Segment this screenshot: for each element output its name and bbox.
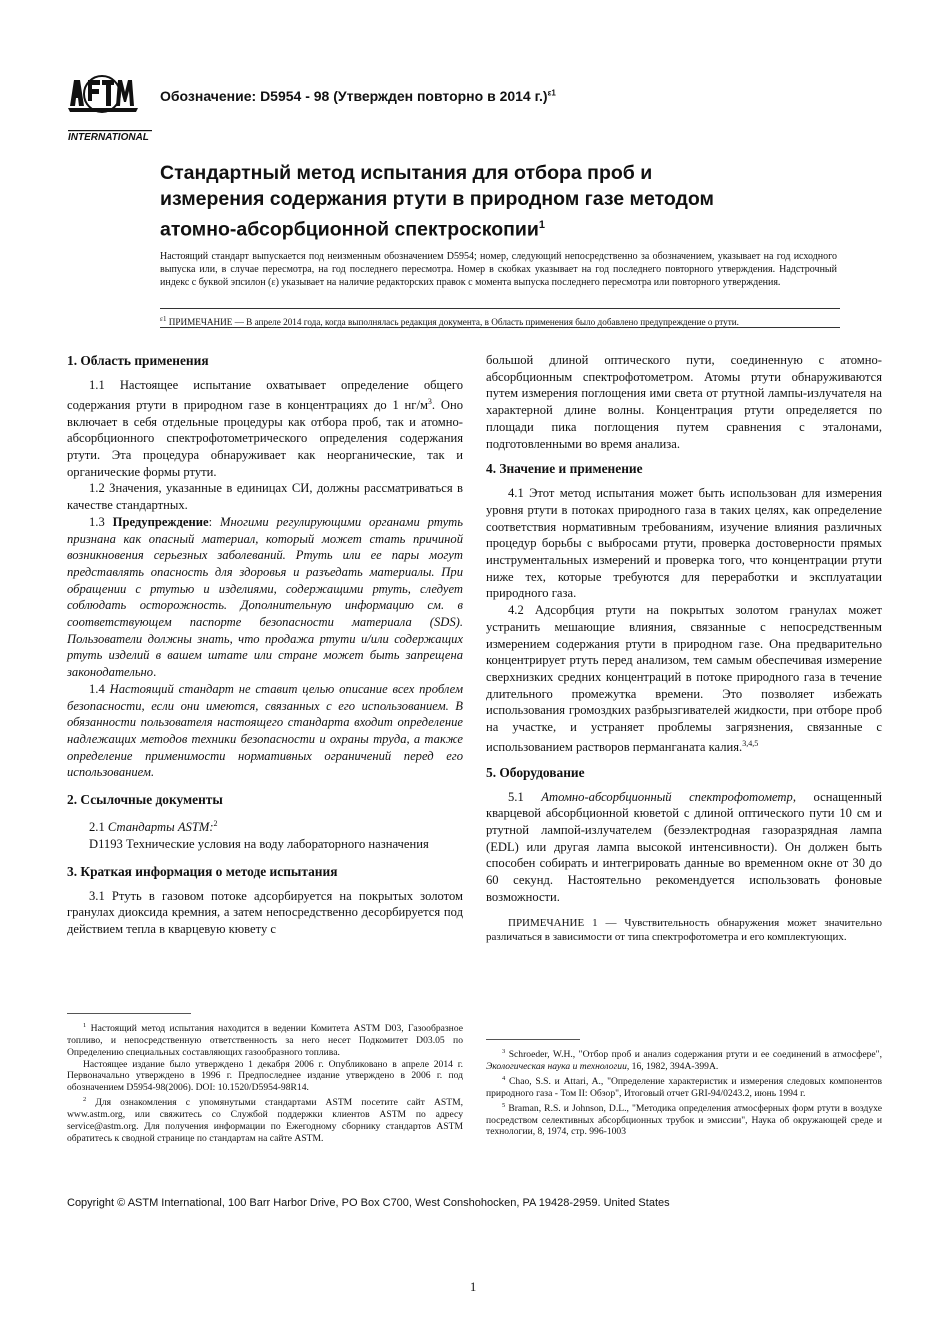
para-1-4-num: 1.4 (89, 681, 110, 696)
footnote-3-b: , 16, 1982, 394A-399A. (626, 1060, 719, 1072)
para-5-1 (486, 789, 882, 906)
designation-sup: ε1 (547, 88, 556, 98)
title-line-2: измерения содержания ртути в природном газе методом (160, 188, 714, 210)
para-3-1-b: большой длиной оптического пути, соединенную с атомно-абсорбционным спектрофотометром. Атомы ртути обнаруживаются путем измерения поглощения ими света от ртутной лампы-излучателя на характерной длине волны. Концентрация ртути определяется по площади пика поглощения путем сравнения с эталонами, подготовленными во время анализа. (486, 353, 882, 451)
para-1-3-num: 1.3 (89, 514, 113, 529)
title-sup: 1 (538, 219, 545, 231)
footnote-4-text: Chao, S.S. и Attari, A., "Определение характеристик и измерения следовых компонентов природного газа - Том II: Обзор", Итоговый отчет GRI-94/0243.2, июнь 1994 г. (486, 1075, 882, 1099)
footnotes-right (486, 1046, 882, 1138)
right-column (486, 352, 882, 944)
footnotes-left (67, 1020, 463, 1144)
section-4-heading: 4. Значение и применение (486, 461, 643, 477)
left-column (67, 352, 463, 938)
para-5-1-italic: Атомно-абсорбционный спектрофотометр (541, 789, 793, 804)
para-1-3-colon: : (208, 514, 221, 529)
document-title (160, 160, 880, 243)
para-4-1: 4.1 Этот метод испытания может быть использован для измерения уровня ртути в потоках природного газа в таких целях, как определение соответствия нормативным требованиям, изучение влияния различных процедур борьбы с выбросами ртути, проверка достоверности прямых инструментальных измерений и проверка того, что концентрации ртути ниже тех, которые требуются для переработки и эксплуатации природного газа. (486, 486, 882, 601)
para-4-2 (486, 602, 882, 756)
designation-text: Обозначение: D5954 - 98 (Утвержден повторно в 2014 г.) (160, 88, 548, 104)
divider-top (160, 308, 840, 309)
section-3-heading: 3. Краткая информация о методе испытания (67, 863, 338, 879)
footnote-1-text: Настоящий метод испытания находится в ведении Комитета ASTM D03, Газообразное топливо, и непосредственную ответственность за него несет Подкомитет D03.05 по Определению специальных составляющих газообразного топлива. (67, 1023, 463, 1058)
footnote-rule-right (486, 1039, 580, 1040)
logo-text: INTERNATIONAL (68, 132, 149, 143)
para-1-1-b: . Оно включает в себя отдельные процедуры как отбора проб, так и атомно-абсорбционного спектрофотометрического определения содержания ртути. Эта процедура обнаруживает как неорганические, так и органические формы ртути. (67, 397, 463, 479)
para-1-4-text: Настоящий стандарт не ставит целью описание всех проблем безопасности, если они имеются, связанных с его использованием. В обязанности пользователя настоящего стандарта входит определение надлежащих методов техники безопасности и охраны труда, а также определение применимости нормативных ограничений перед его использованием. (67, 681, 463, 780)
para-4-2-text: 4.2 Адсорбция ртути на покрытых золотом гранулах может устранить мешающие влияния, связанные с непосредственным измерением содержания ртути в природном газе. Она предварительно концентрирует ртуть перед анализом, тем самым обеспечивая измерение сверхнизких средних концентраций в потоке природного газа в течение длительного промежутка времени. Это позволяет избежать использования громоздких разбрызгивателей жидкости, при отборе проб на участке, и устраняет проблемы загрязнения, связанные с использованием растворов перманганата калия. (486, 603, 882, 754)
designation (160, 88, 556, 104)
footnote-2 (67, 1094, 463, 1144)
para-1-3-end: . (153, 665, 157, 680)
para-2-1-sup: 2 (213, 819, 218, 829)
copyright: Copyright © ASTM International, 100 Barr Harbor Drive, PO Box C700, West Conshohocken, PA 19428-2959. United States (67, 1197, 670, 1209)
para-2-1 (67, 816, 463, 836)
page-number: 1 (470, 1280, 477, 1294)
footnote-3 (486, 1046, 882, 1073)
note-sup: ε1 (160, 315, 167, 323)
warning-text: Многими регулирующими органами ртуть признана как опасный материал, который может стать причиной возникновения серьезных заболеваний. Ртуть или ее пары могут представлять опасность для здоровья и разъедать материалы. При обращении с ртутью и изделиями, содержащими ртуть, следует соблюдать осторожность. Дополнительную информацию см. в соответствующем паспорте безопасности материала (SDS). Пользователи должны знать, что продажа ртути и/или содержащих ртуть изделий в вашем штате или стране может быть запрещена законодательно (67, 514, 463, 680)
section-5-heading: 5. Оборудование (486, 764, 585, 780)
para-1-3 (67, 514, 463, 681)
para-5-1-num: 5.1 (508, 789, 542, 804)
footnote-2-sup: 2 (83, 1095, 87, 1103)
para-5-1-rest: , оснащенный кварцевой абсорбционной кюветой с длиной оптического пути 10 см и ртутной лампой-излучателем (безэлектродная газоразрядная лампа (EDL) или другая лампа высокой интенсивности). Он должен быть способен собирать и интегрировать данные во временном окне от 30 до 60 секунд. Настоятельно рекомендуется использовать фоновые возможности. (486, 789, 882, 904)
footnote-5 (486, 1100, 882, 1139)
section-2-heading: 2. Ссылочные документы (67, 792, 223, 808)
para-3-1-a: 3.1 Ртуть в газовом потоке адсорбируется на покрытых золотом гранулах диоксида кремния, а затем непосредственно десорбируется под действием тепла в кварцевую кювету с (67, 888, 463, 937)
footnote-3-italic: Экологическая наука и технологии (486, 1060, 627, 1072)
footnote-5-text: Braman, R.S. и Johnson, D.L., "Методика определения атмосферных форм ртути в воздухе посредством селективных абсорбционных трубок и эмиссии", Наука об окружающей среде и технологии, 8, 1974, стр. 996-1003 (486, 1102, 882, 1138)
para-1-2: 1.2 Значения, указанные в единицах СИ, должны рассматриваться в качестве стандартных. (67, 481, 463, 513)
reference-d1193 (67, 836, 463, 853)
section-1-heading: 1. Область применения (67, 353, 209, 368)
astm-logo-icon (66, 74, 154, 144)
para-2-1-text: Стандарты ASTM: (107, 820, 214, 835)
para-2-1-num: 2.1 (89, 820, 108, 835)
para-1-1 (67, 377, 463, 480)
title-line-3: атомно-абсорбционной спектроскопии (160, 218, 539, 241)
warning-label: Предупреждение (112, 514, 209, 529)
footnote-4-sup: 4 (502, 1074, 506, 1082)
note-text: ПРИМЕЧАНИЕ — В апреле 2014 года, когда выполнялась редакция документа, в Область применения было добавлено предупреждение о ртути. (166, 317, 739, 328)
para-1-4 (67, 681, 463, 781)
footnote-2-text: Для ознакомления с упомянутыми стандартами ASTM посетите сайт ASTM, www.astm.org, или свяжитесь со Службой поддержки клиентов ASTM по адресу service@astm.org. Для получения информации по Ежегодному сборнику стандартов ASTM обратитесь к сводной странице по стандартам на сайте ASTM. (67, 1097, 463, 1144)
note-1: ПРИМЕЧАНИЕ 1 — Чувствительность обнаружения может значительно различаться в зависимости от типа спектрофотометра и его комплектующих. (486, 916, 882, 943)
footnote-1 (67, 1020, 463, 1059)
para-1-1-a: 1.1 Настоящее испытание охватывает определение общего содержания ртути в природном газе в концентрациях до 1 нг/м (67, 378, 463, 412)
footnote-4 (486, 1073, 882, 1100)
editorial-note (160, 313, 840, 328)
footnote-3-a: Schroeder, W.H., "Отбор проб и анализ содержания ртути и ее соединений в атмосфере", (505, 1049, 882, 1061)
footnote-1-sup: 1 (83, 1022, 87, 1029)
reference-d1193-text: D1193 Технические условия на воду лабораторного назначения (89, 836, 429, 851)
astm-logo (66, 74, 154, 144)
para-1-1-sup: 3 (427, 396, 432, 406)
footnote-rule-left (67, 1013, 191, 1014)
footnote-3-sup: 3 (502, 1048, 506, 1055)
divider-bottom (160, 327, 840, 328)
title-line-1: Стандартный метод испытания для отбора проб и (160, 162, 653, 184)
issue-statement: Настоящий стандарт выпускается под неизменным обозначением D5954; номер, следующий непосредственно за обозначением, указывает на год исходного выпуска или, в случае пересмотра, на год последнего пересмотра. Номер в скобках указывает на год последнего повторного утверждения. Надстрочный индекс с буквой эпсилон (ε) указывает на наличие редакторских правок с момента выпуска последнего пересмотра или повторного утверждения. (160, 251, 837, 288)
footnote-5-sup: 5 (502, 1101, 506, 1109)
title-line-3-wrap (160, 212, 880, 243)
footnote-1-b: Настоящее издание было утверждено 1 декабря 2006 г. Опубликовано в апреле 2014 г. Первоначально утверждено в 1996 г. Предпоследнее издание утверждено в 2006 г. под обозначением D5954-98(2006). DOI: 10.1520/D5954-98R14. (67, 1058, 463, 1094)
para-4-2-sup: 3,4,5 (742, 738, 759, 748)
